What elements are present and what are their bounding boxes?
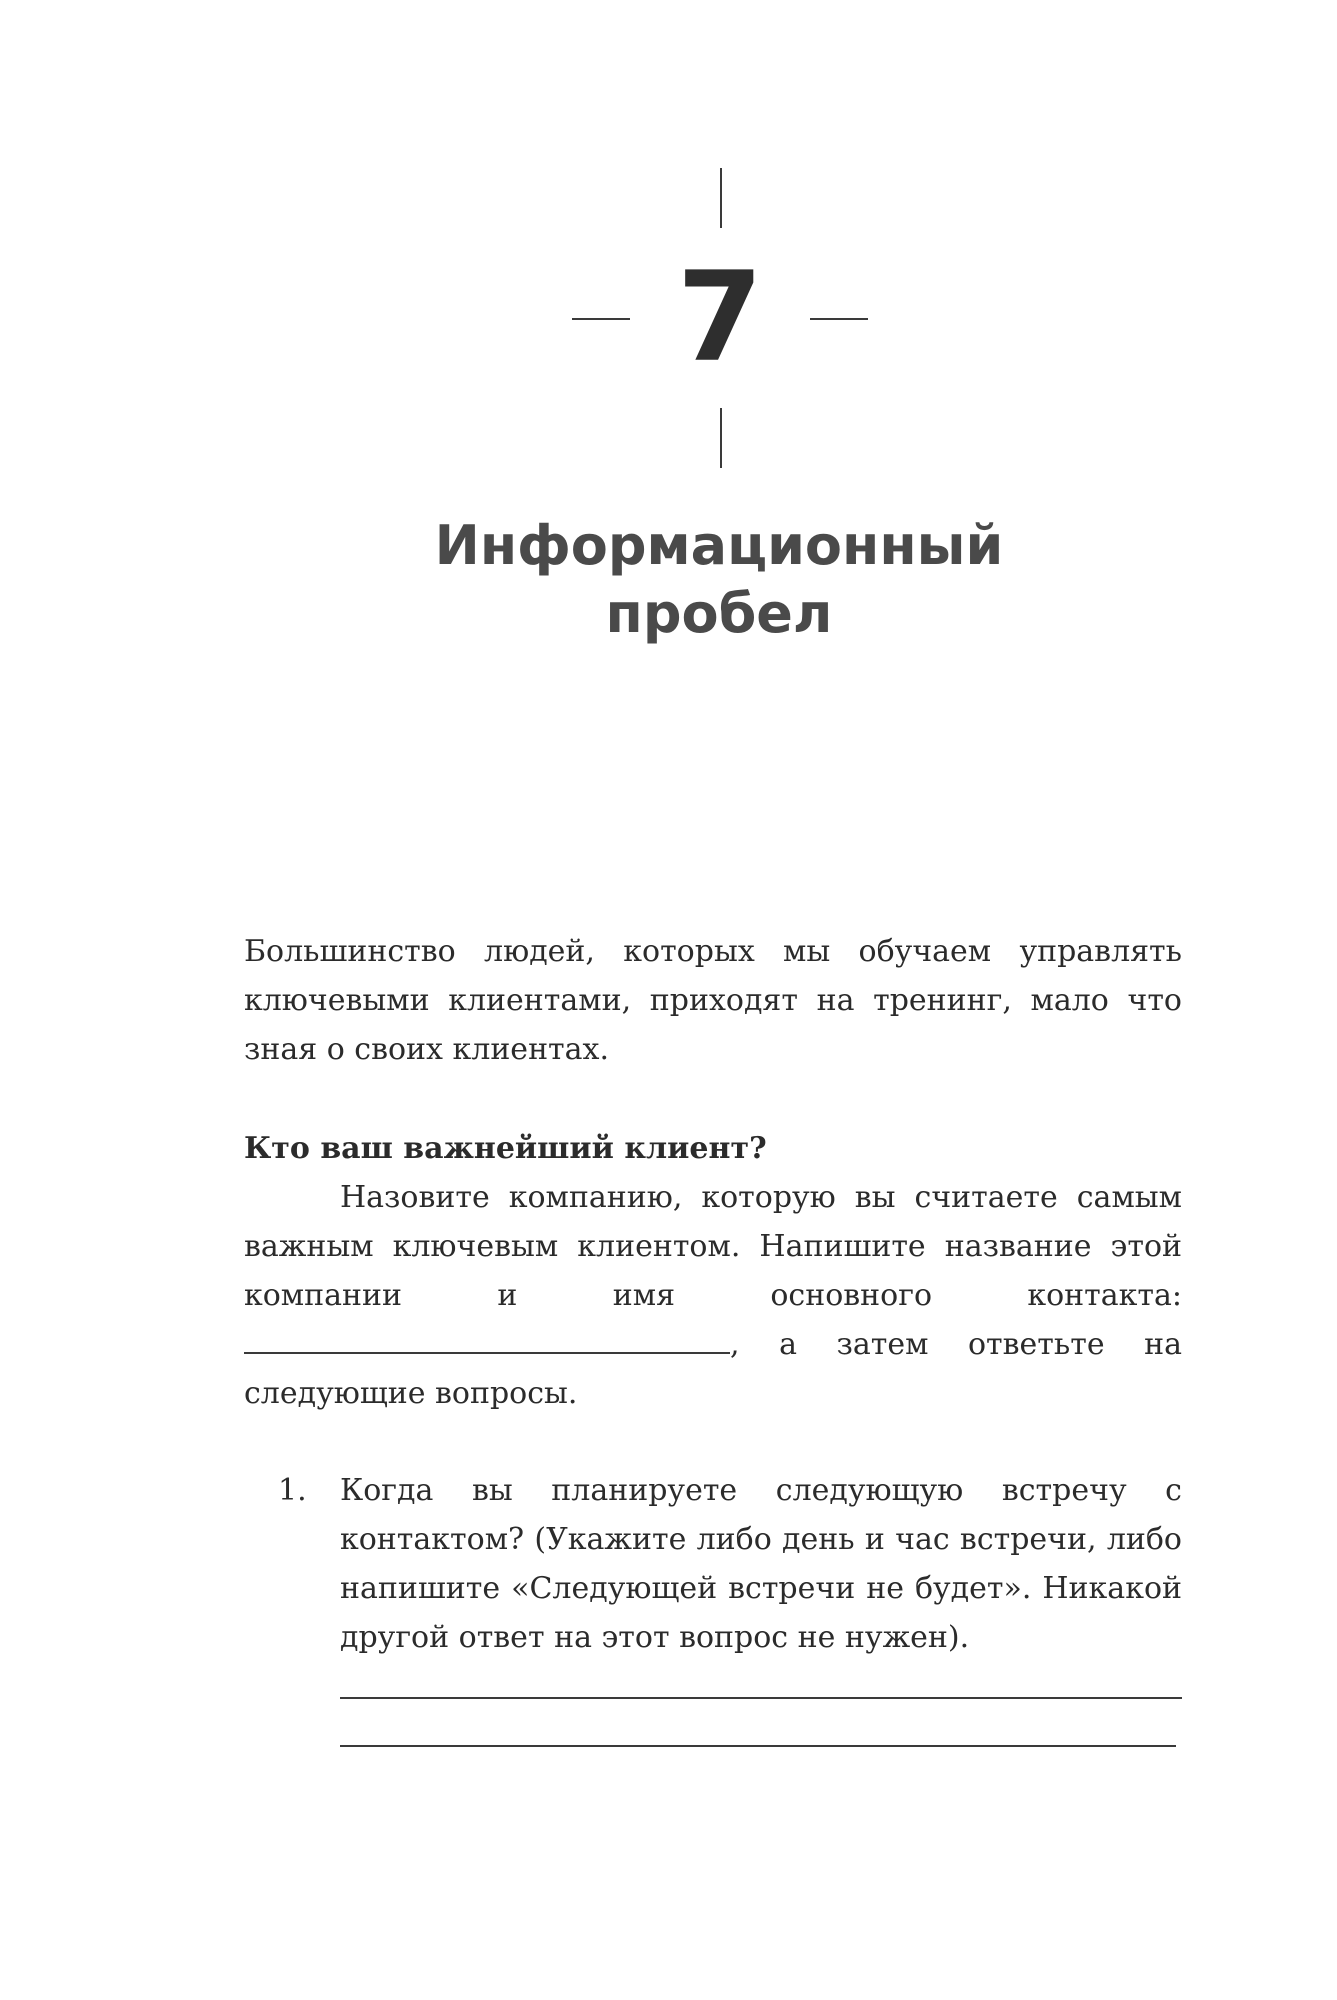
section-heading: Кто ваш важнейший клиент? [244, 1131, 767, 1166]
chapter-title-line-1: Информационный [434, 514, 1004, 577]
ornament-top-line [720, 168, 722, 228]
chapter-title-line-2: пробел [605, 582, 833, 645]
ornament-right-dash [810, 318, 868, 320]
ornament-bottom-line [720, 408, 722, 468]
section-paragraph [244, 1173, 1182, 1418]
chapter-number: 7 [676, 246, 764, 390]
list-item-text: Когда вы планируете следующую встречу с контактом? (Укажите либо день и час встречи, либо напишите «Следующей встречи не будет». Никакой другой ответ на этот вопрос не нужен). [340, 1473, 1182, 1655]
contact-blank-line [244, 1324, 730, 1354]
section-paragraph-start: Назовите компанию, которую вы считаете самым важным ключевым клиентом. Напишите название этой компании и имя основного контакта: [244, 1180, 1182, 1313]
intro-paragraph: Большинство людей, которых мы обучаем управлять ключевыми клиентами, приходят на тренинг, мало что зная о своих клиентах. [244, 934, 1182, 1067]
section-paragraph-end: , а затем ответьте на следующие вопросы. [244, 1327, 1182, 1411]
list-item-number: 1. [278, 1473, 307, 1508]
answer-line [340, 1697, 1182, 1699]
answer-line [340, 1745, 1176, 1747]
chapter-title [300, 512, 1138, 648]
